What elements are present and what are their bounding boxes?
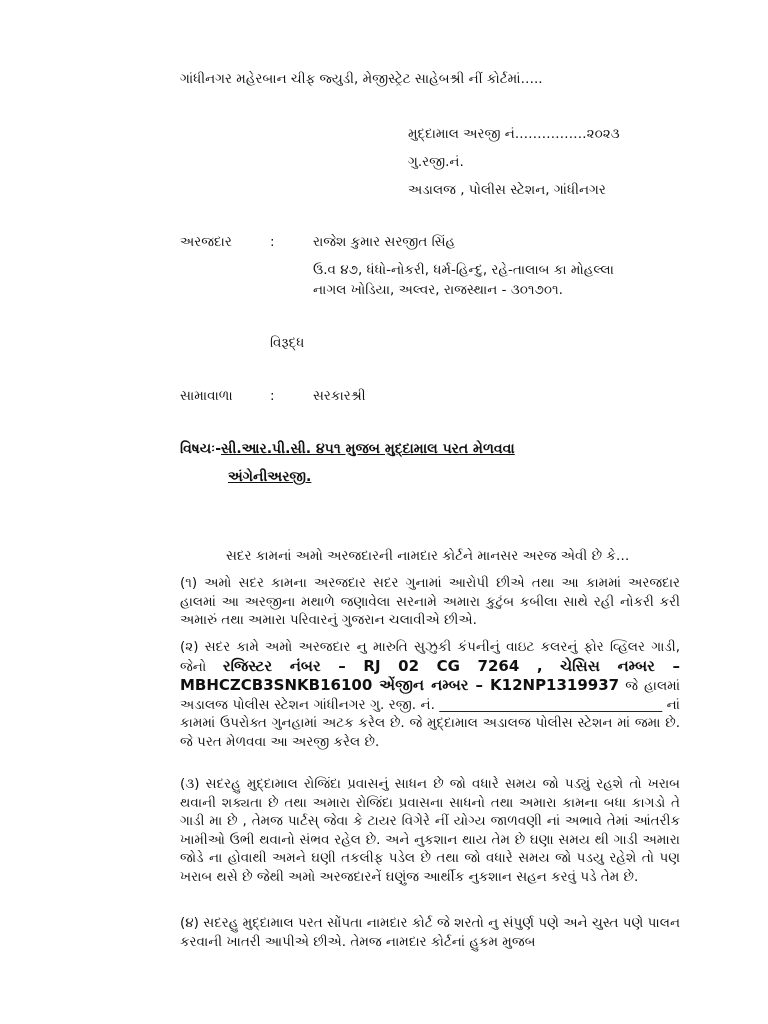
versus-label: વિરૂદ્ધ	[270, 335, 305, 351]
respondent-label: સામાવાળા	[180, 388, 233, 404]
vehicle-identifiers: રજિસ્ટર નંબર – RJ 02 CG 7264 , ચેસિસ નમ્બર – MBHCZCB3SNKB16100 એંજીન નમ્બર – K12NP1319937	[180, 656, 680, 694]
subject-line	[180, 440, 515, 458]
court-heading: ગાંધીનગર મહેરબાન ચીફ જ્યુડી, મેજીસ્ટ્રેટ સાહેબશ્રી નીં કોર્ટમાં…..	[180, 71, 543, 87]
paragraph-4: (૪) સદરહુ મુદ્દામાલ પરત સોંપતા નામદાર કોર્ટ જે શરતો નુ સંપુર્ણ પણે અને ચુસ્ત પણે પાલન કરવાની ખાતરી આપીએ છીએ. તેમજ નામદાર કોર્ટનાં હુકમ મુજબ	[180, 915, 680, 950]
intro-text: સદર કામનાં અમો અરજદારની નામદાર કોર્ટને માનસર અરજ એવી છે કે…	[226, 548, 630, 564]
applicant-address-line1: ઉ.વ ૪૭, ધંધો-નોકરી, ધર્મ-હિન્દુ, રહે-તાલાબ કા મોહલ્લા	[313, 262, 614, 278]
respondent-colon: :	[270, 388, 275, 404]
petition-number: મુદ્દામાલ અરજી નં.……………૨૦૨૩	[408, 126, 620, 142]
paragraph-2-end: જે હાલમાં અડાલજ પોલીસ સ્ટેશન ગાંધીનગર ગુ. રજી. નં. _________________________________ નાં કામમાં ઉપરોક્ત ગુનહામાં અટક કરેલ છે. જે મુદ્દામાલ અડાલજ પોલીસ સ્ટેશન માં જમા છે. જે પરત મેળવવા આ અરજી કરેલ છે.	[180, 678, 680, 750]
paragraph-2	[180, 638, 680, 751]
subject-prefix: વિષયઃ-	[180, 441, 222, 457]
applicant-label: અરજદાર	[180, 234, 232, 250]
applicant-name: રાજેશ કુમાર સરજીત સિંહ	[313, 234, 456, 250]
applicant-colon: :	[270, 234, 275, 250]
registration-number: ગુ.રજી.નં.	[408, 154, 464, 170]
paragraph-2-start: (૨) સદર કામે અમો અરજદાર નુ મારુતિ સુઝુકી કંપનીનું વાઇટ કલરનું ફોર વ્હિલર ગાડી, જેનો	[180, 639, 680, 675]
applicant-address-line2: નાગલ ખોડિયા, અલ્વર, રાજસ્થાન - ૩૦૧૭૦૧.	[313, 282, 563, 298]
respondent-name: સરકારશ્રી	[313, 388, 366, 404]
paragraph-3: (૩) સદરહુ મુદ્દામાલ રોજિંદા પ્રવાસનું સાધન છે જો વધારે સમય જો પડ્યું રહશે તો ખરાબ થવાની શક્યતા છે તથા અમારા રોજિંદા પ્રવાસના સાધનો તથા અમારા કામના બધા કાગડો તે ગાડી મા છે , તેમજ પાર્ટસ્ જેવા કે ટાયર વિગેરે નીં યોગ્ય જાળવણી નાં અભાવે તેમાં આંતરીક ખામીઓ ઉભી થવાનો સંભવ રહેલ છે. અને નુકશાન થાય તેમ છે ઘણા સમય થી ગાડી અમારા જોડે ના હોવાથી અમને ઘણી તકલીફ પડેલ છે તથા જો વધારે સમય જો પડયુ રહેશે તો પણ ખરાબ થસે છે જેથી અમો અરજદારનેં ઘણુંજ આર્થીક નુકશાન સહન કરવું પડે તેમ છે.	[180, 776, 680, 885]
paragraph-1: (૧) અમો સદર કામના અરજદાર સદર ગુનામાં આરોપી છીએ તથા આ કામમાં અરજદાર હાલમાં આ અરજીના મથાળે જણાવેલા સરનામે અમારા કુટુંબ કબીલા સાથે રહી નોકરી કરી અમારું તથા અમારા પરિવારનું ગુજરાન ચલાવીએ છીએ.	[180, 575, 680, 628]
police-station: અડાલજ , પોલીસ સ્ટેશન, ગાંધીનગર	[408, 182, 606, 198]
subject-title: સી.આર.પી.સી. ૪૫૧ મુજબ મુદ્દામાલ પરત મેળવવા	[221, 441, 515, 457]
subject-title-cont: અંગેનીઅરજી.	[228, 469, 312, 485]
